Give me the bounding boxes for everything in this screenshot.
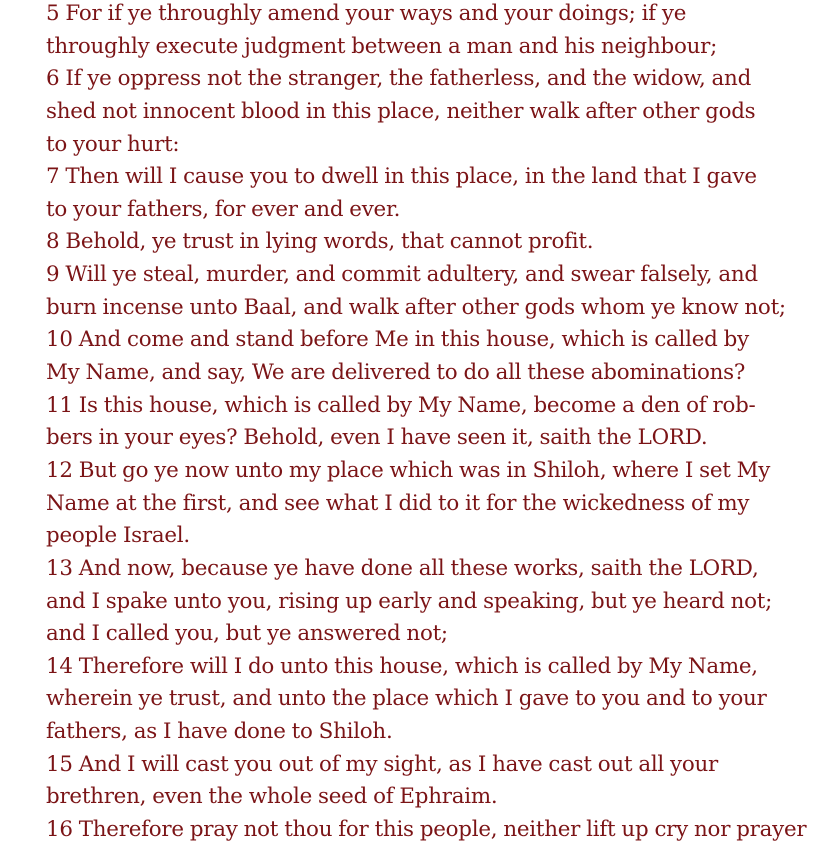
text-line: 12 But go ye now unto my place which was in Shiloh, where I set My	[46, 457, 771, 483]
text-line: throughly execute judgment between a man and his neighbour;	[46, 33, 718, 59]
text-line: shed not innocent blood in this place, neither walk after other gods	[46, 98, 756, 124]
text-line: brethren, even the whole seed of Ephraim.	[46, 784, 498, 810]
text-line: and I spake unto you, rising up early and speaking, but ye heard not;	[46, 588, 773, 614]
scripture-text-block	[46, 0, 806, 847]
text-line: 5 For if ye throughly amend your ways and your doings; if ye	[46, 1, 687, 26]
text-line: 11 Is this house, which is called by My Name, become a den of rob-	[46, 392, 756, 418]
text-line: fathers, as I have done to Shiloh.	[46, 719, 393, 745]
text-line: 16 Therefore pray not thou for this people, neither lift up cry nor prayer	[46, 817, 807, 843]
text-line: 7 Then will I cause you to dwell in this place, in the land that I gave	[46, 164, 757, 190]
text-line: and I called you, but ye answered not;	[46, 621, 448, 647]
text-line: 15 And I will cast you out of my sight, as I have cast out all your	[46, 751, 719, 777]
text-line: 9 Will ye steal, murder, and commit adultery, and swear falsely, and	[46, 262, 758, 288]
text-line: wherein ye trust, and unto the place which I gave to you and to your	[46, 686, 767, 712]
text-line: bers in your eyes? Behold, even I have seen it, saith the LORD.	[46, 425, 708, 451]
text-line: Name at the first, and see what I did to it for the wickedness of my	[46, 490, 750, 516]
text-line: to your fathers, for ever and ever.	[46, 196, 401, 222]
text-line: burn incense unto Baal, and walk after other gods whom ye know not;	[46, 294, 786, 320]
text-line: 10 And come and stand before Me in this house, which is called by	[46, 327, 749, 353]
text-line: 8 Behold, ye trust in lying words, that cannot profit.	[46, 229, 594, 255]
text-line: 14 Therefore will I do unto this house, which is called by My Name,	[46, 653, 758, 679]
text-line: 6 If ye oppress not the stranger, the fatherless, and the widow, and	[46, 66, 752, 92]
text-line: to your hurt:	[46, 131, 180, 157]
text-line: My Name, and say, We are delivered to do all these abominations?	[46, 360, 746, 386]
text-line: people Israel.	[46, 523, 190, 549]
text-line: 13 And now, because ye have done all these works, saith the LORD,	[46, 555, 759, 581]
